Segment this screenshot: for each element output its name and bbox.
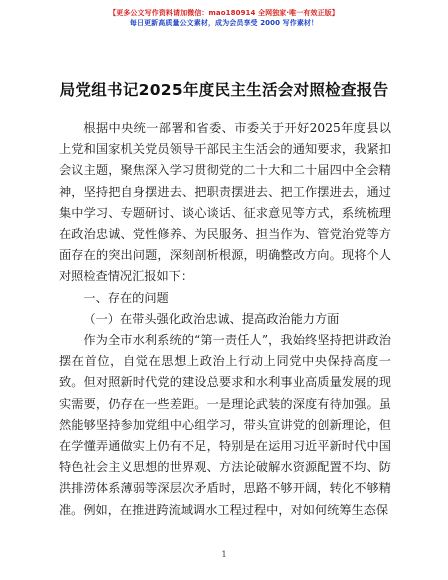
document-body: [59, 118, 391, 521]
promo-banner-line-1: 【更多公文写作资料请加微信：mao180914 全网独家·唯一有效正版】: [109, 9, 339, 17]
body-paragraph: 作为全市水利系统的“第一责任人”，我始终坚持把讲政治摆在首位，自觉在思想上政治上行动上同党中央保持高度一致。但对照新时代党的建设总要求和水利事业高质量发展的现实需要，仍存在一些差距。一是理论武装的深度有待加强。虽然能够坚持参加党组中心组学习，带头宣讲党的创新理论，但在学懂弄通做实上仍有不足，特别是在运用习近平新时代中国特色社会主义思想的世界观、方法论破解水资源配置不均、防洪排涝体系薄弱等深层次矛盾时，思路不够开阔，转化不够精准。例如，在推进跨流域调水工程过程中，对如何统筹生态保: [59, 333, 391, 517]
promo-banner-line-2: 每日更新高质量公文素材，成为会员享受 2000 写作素材！: [129, 19, 319, 27]
document-title: 局党组书记2025年度民主生活会对照检查报告: [59, 81, 389, 99]
intro-paragraph: 根据中央统一部署和省委、市委关于开好2025年度县以上党和国家机关党员领导干部民主生活会的通知要求，我紧扣会议主题，聚焦深入学习贯彻党的二十大和二十届四中全会精神，坚持把自身摆进去、把职责摆进去、把工作摆进去，通过集中学习、专题研讨、谈心谈话、征求意见等方式，系统梳理在政治忠诚、党性修养、为民服务、担当作为、管党治党等方面存在的突出问题，深刻剖析根源，明确整改方向。现将个人对照检查情况汇报如下：: [59, 121, 391, 284]
section-heading: 一、存在的问题: [83, 290, 169, 305]
promo-banner: [0, 8, 448, 28]
subsection-heading: （一）在带头强化政治忠诚、提高政治能力方面: [83, 311, 340, 326]
page-number: 1: [221, 550, 227, 559]
